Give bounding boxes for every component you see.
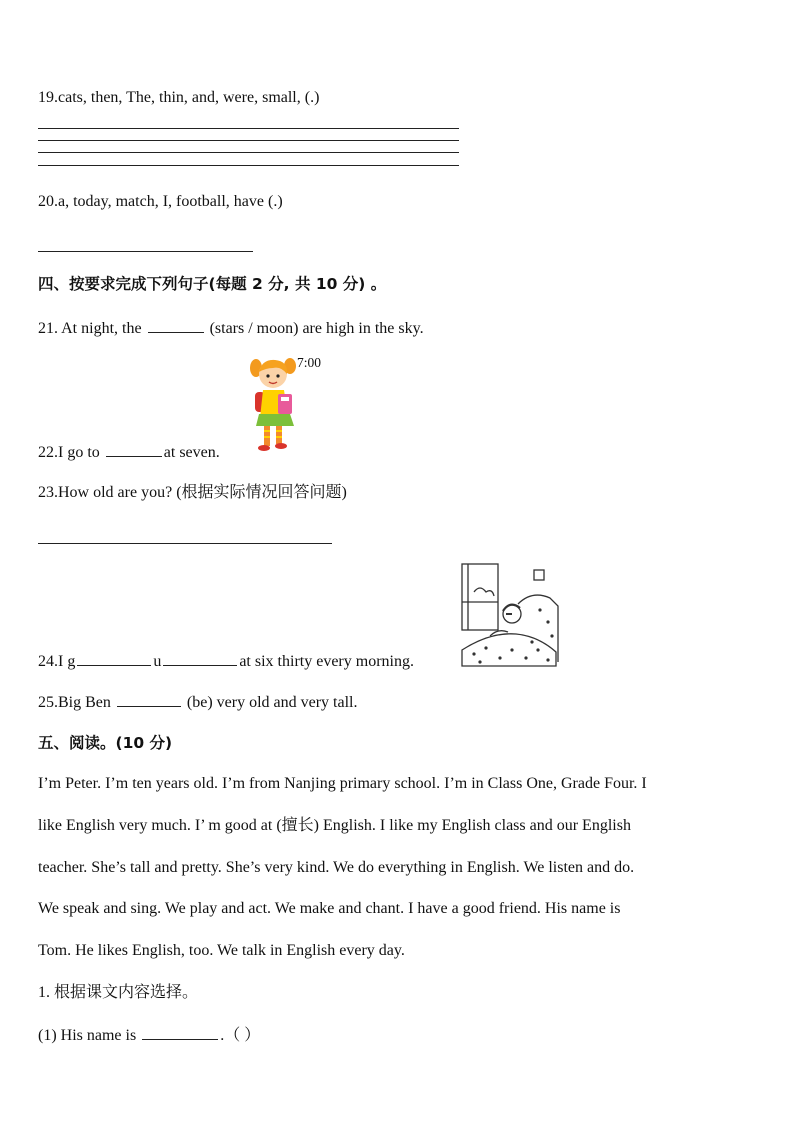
passage-line: I’m Peter. I’m ten years old. I’m from Nanjing primary school. I’m in Class One, Grade Four. I — [38, 775, 647, 792]
passage-line: like English very much. I’ m good at (擅长) English. I like my English class and our English — [38, 817, 631, 834]
question-text: at seven. — [163, 444, 220, 461]
question-25 — [38, 691, 358, 713]
question-text: (be) very old and very tall. — [186, 694, 358, 711]
question-text: (1) His name is — [38, 1027, 137, 1044]
answer-line[interactable] — [38, 128, 459, 129]
passage-line: Tom. He likes English, too. We talk in English every day. — [38, 942, 405, 959]
question-text: a, today, match, I, football, have (.) — [58, 193, 283, 210]
question-22 — [38, 441, 220, 463]
question-text: at six thirty every morning. — [239, 653, 414, 670]
girl-with-book-illustration — [248, 356, 304, 454]
question-20 — [38, 192, 283, 212]
question-text: (stars / moon) are high in the sky. — [209, 320, 424, 337]
question-number: 20. — [38, 193, 58, 210]
question-19 — [38, 88, 319, 108]
question-text: cats, then, The, thin, and, were, small, (.) — [58, 89, 320, 106]
passage-line: We speak and sing. We play and act. We make and chant. I have a good friend. His name is — [38, 900, 621, 917]
question-text: 22.I go to — [38, 444, 100, 461]
question-number: 19. — [38, 89, 58, 106]
answer-blank[interactable] — [148, 317, 204, 333]
question-text: 21. At night, the — [38, 320, 142, 337]
clock-time-label: 7:00 — [297, 355, 322, 370]
boy-waking-up-illustration — [460, 562, 560, 668]
answer-line[interactable] — [38, 140, 459, 141]
answer-line[interactable] — [38, 543, 332, 544]
question-24 — [38, 650, 414, 672]
question-text: u — [153, 653, 162, 670]
answer-blank[interactable] — [106, 441, 162, 457]
question-text: 25.Big Ben — [38, 694, 111, 711]
answer-blank[interactable] — [77, 650, 151, 666]
answer-blank[interactable] — [142, 1024, 218, 1040]
question-21 — [38, 317, 424, 339]
question-text: 24.I g — [38, 653, 76, 670]
answer-line[interactable] — [38, 251, 253, 252]
section-4-heading: 四、按要求完成下列句子(每题 2 分, 共 10 分) 。 — [38, 275, 387, 293]
answer-blank[interactable] — [163, 650, 237, 666]
passage-line: teacher. She’s tall and pretty. She’s very kind. We do everything in English. We listen and do. — [38, 859, 635, 876]
reading-question-1: 1. 根据课文内容选择。 — [38, 984, 199, 1001]
reading-question-1-1 — [38, 1024, 260, 1046]
answer-blank[interactable] — [117, 691, 181, 707]
answer-bracket: .（ ） — [220, 1027, 261, 1044]
section-5-heading: 五、阅读。(10 分) — [38, 734, 173, 752]
answer-line[interactable] — [38, 165, 459, 166]
answer-line[interactable] — [38, 152, 459, 153]
question-23: 23.How old are you? (根据实际情况回答问题) — [38, 484, 347, 501]
